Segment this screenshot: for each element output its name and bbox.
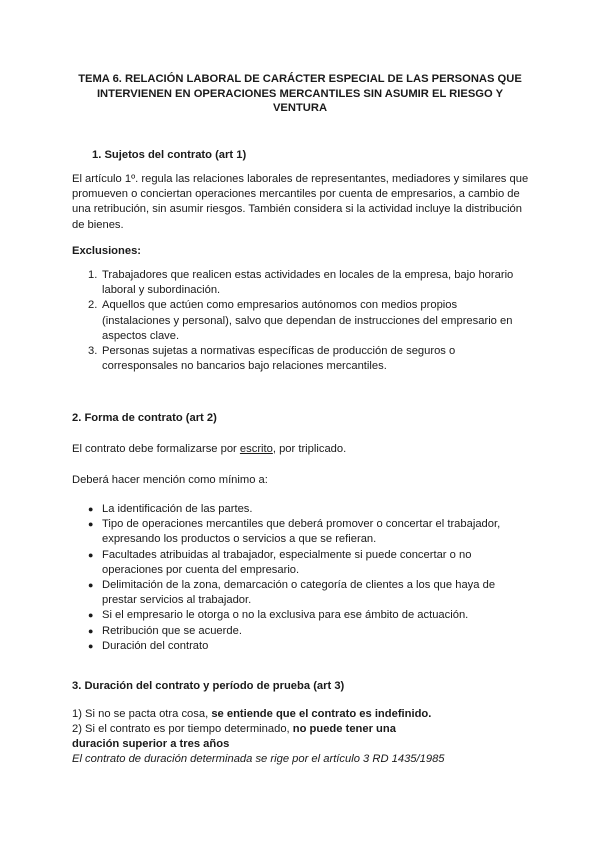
- exclusions-heading: Exclusiones:: [72, 245, 142, 257]
- exclusion-text: Aquellos que actúen como empresarios autónomos con medios propios (instalaciones y personal), salvo que dependan de instrucciones del empresario en aspectos clave.: [102, 299, 513, 342]
- section-1-heading: 1. Sujetos del contrato (art 1): [92, 149, 247, 161]
- list-item: [72, 639, 528, 654]
- exclusion-text: Trabajadores que realicen estas actividades en locales de la empresa, bajo horario laboral y subordinación.: [102, 269, 514, 297]
- bullet-icon: ●: [88, 610, 94, 621]
- exclusion-item: [72, 344, 528, 374]
- section-3-line-3: [72, 737, 532, 752]
- section-2-paragraph: [72, 442, 532, 457]
- section-3-line-2: [72, 722, 532, 737]
- section-3-line-1: [72, 707, 532, 722]
- item-text: Facultades atribuidas al trabajador, especialmente si puede concertar o no operaciones por cuenta del empresario.: [102, 548, 472, 576]
- underlined-word: escrito: [239, 443, 273, 455]
- bold-text: no puede tener una: [292, 723, 396, 735]
- item-text: Delimitación de la zona, demarcación o categoría de clientes a los que haya de prestar servicios al trabajador.: [102, 579, 496, 607]
- exclusion-item: [72, 268, 528, 298]
- para-text: El contrato debe formalizarse por: [72, 443, 240, 455]
- item-text: Retribución que se acuerde.: [102, 624, 242, 637]
- bullet-icon: ●: [88, 549, 94, 560]
- exclusion-text: Personas sujetas a normativas específicas de producción de seguros o corresponsales no bancarios bajo relaciones mercantiles.: [102, 345, 456, 373]
- bullet-icon: ●: [88, 580, 94, 591]
- list-item: [72, 624, 528, 639]
- bullet-icon: ●: [88, 504, 94, 514]
- bold-text: se entiende que el contrato es indefinido.: [211, 708, 432, 720]
- exclusions-list: [72, 268, 528, 374]
- section-3-note: El contrato de duración determinada se rige por el artículo 3 RD 1435/1985: [72, 753, 445, 765]
- list-item: [72, 548, 528, 578]
- list-item: [72, 578, 528, 608]
- line-text: 2) Si el contrato es por tiempo determinado,: [72, 723, 293, 735]
- bullet-icon: ●: [88, 625, 94, 636]
- bold-text: duración superior a tres años: [72, 738, 230, 750]
- list-number: 3.: [88, 345, 98, 358]
- contract-items-list: [72, 502, 528, 654]
- list-item: [72, 502, 528, 517]
- exclusion-item: [72, 298, 528, 344]
- section-2-heading: 2. Forma de contrato (art 2): [72, 412, 217, 424]
- item-text: Duración del contrato: [102, 639, 209, 652]
- line-text: 1) Si no se pacta otra cosa,: [72, 708, 212, 720]
- bullet-icon: ●: [88, 519, 94, 530]
- document-title: TEMA 6. RELACIÓN LABORAL DE CARÁCTER ESPECIAL DE LAS PERSONAS QUE INTERVIENEN EN OPERACIONES MERCANTILES SIN ASUMIR EL RIESGO Y VENTURA: [78, 73, 522, 114]
- item-text: La identificación de las partes.: [102, 503, 253, 515]
- item-text: Tipo de operaciones mercantiles que deberá promover o concertar el trabajador, expresando los productos o servicios a que se refieran.: [102, 518, 501, 546]
- section-2-paragraph-2: Deberá hacer mención como mínimo a:: [72, 474, 268, 486]
- section-3-heading: 3. Duración del contrato y período de prueba (art 3): [72, 680, 345, 692]
- list-item: [72, 608, 528, 623]
- list-item: [72, 517, 528, 547]
- bullet-icon: ●: [88, 640, 94, 651]
- list-number: 1.: [88, 269, 98, 281]
- section-1-paragraph: El artículo 1º. regula las relaciones laborales de representantes, mediadores y similares que promueven o conciertan operaciones mercantiles por cuenta de empresarios, a cambio de una retribución, sin asumir riesgos. También considera si la actividad incluye la distribución de bienes.: [72, 173, 529, 231]
- list-number: 2.: [88, 299, 98, 312]
- item-text: Si el empresario le otorga o no la exclusiva para ese ámbito de actuación.: [102, 609, 469, 622]
- para-text: , por triplicado.: [272, 443, 347, 455]
